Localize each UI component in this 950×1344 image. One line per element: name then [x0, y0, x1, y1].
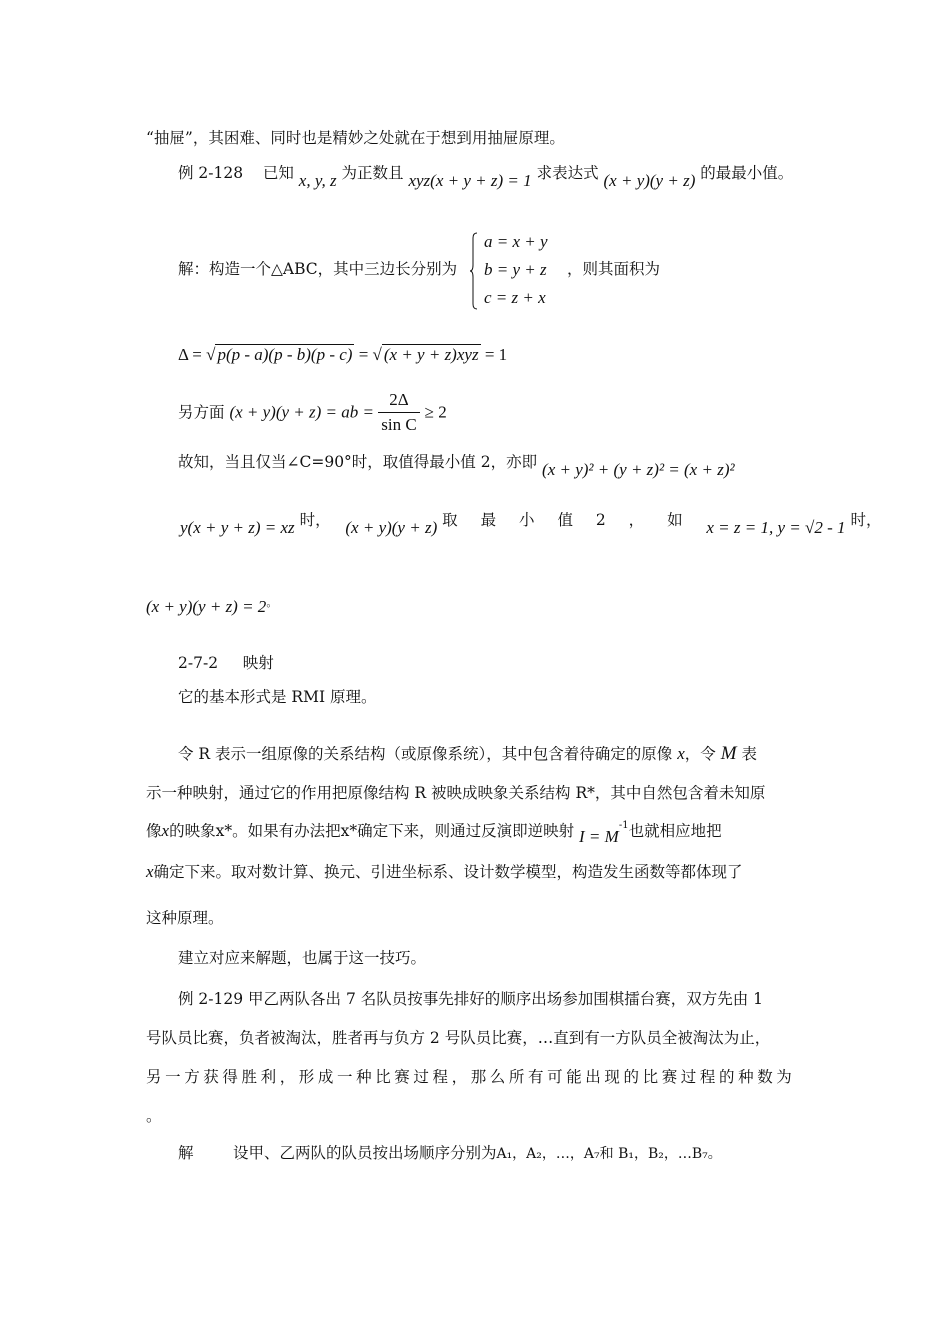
area-formula: Δ = √ p(p - a)(p - b)(p - c) = √ (x + y + z)xyz = 1 [178, 345, 508, 364]
example-129-line-2: 号队员比赛，负者被淘汰，胜者再与负方 2 号队员比赛，…直到有一方队员全被淘汰为止， [146, 1029, 771, 1047]
other-side-formula: 另方面 (x + y)(y + z) = ab = $\frac{2\Delta}{\text{sin C}}$ ≥ 2 [178, 388, 447, 437]
condition-line: y(x + y + z) = xz 时， (x + y)(y + z) 取 最 小 值 2 ， 如 x = z = 1, y = √2 - 1 时， [180, 511, 882, 537]
solution-128-area-intro: ，则其面积为 [567, 260, 661, 278]
section-heading: 2-7-2 映射 [178, 654, 274, 672]
example-129-line-4: 。 [146, 1107, 162, 1125]
case-b: b = y + z [484, 260, 547, 279]
example-128-statement: 例 2-128 已知 x, y, z 为正数且 xyz(x + y + z) = 1 求表达式 (x + y)(y + z) 的最最小值。 [178, 164, 794, 190]
left-brace-icon [470, 232, 478, 310]
conclusion-line: 故知，当且仅当∠C=90°时，取值得最小值 2，亦即 (x + y)² + (y + z)² = (x + z)² [178, 453, 735, 479]
mapping-line-1: 令 R 表示一组原像的关系结构（或原像系统），其中包含着待确定的原像 x，令 M 表 [178, 743, 757, 764]
final-value: (x + y)(y + z) = 2。 [146, 596, 278, 616]
mapping-line-3: 像x的映象x*。如果有办法把x*确定下来，则通过反演即逆映射 $I = M^{-1}$也就相应地把 [146, 820, 722, 846]
correspondence-paragraph: 建立对应来解题，也属于这一技巧。 [178, 949, 427, 967]
fraction: $\frac{2\Delta}{\text{sin C}}$ [378, 388, 419, 437]
mapping-line-4: x确定下来。取对数计算、换元、引进坐标系、设计数学模型，构造发生函数等都体现了 [146, 862, 743, 881]
case-a: a = x + y [484, 232, 548, 251]
example-129-line-1: 例 2-129 甲乙两队各出 7 名队员按事先排好的顺序出场参加围棋擂台赛，双方先由 1 [178, 990, 764, 1008]
case-c: c = z + x [484, 288, 546, 307]
solution-129: 解 设甲、乙两队的队员按出场顺序分别为A₁，A₂，…，A₇和 B₁，B₂，…B₇。 [178, 1144, 722, 1162]
example-129-line-3: 另一方获得胜利，形成一种比赛过程，那么所有可能出现的比赛过程的种数为 [146, 1068, 796, 1086]
mapping-line-2: 示一种映射，通过它的作用把原像结构 R 被映成映象关系结构 R*，其中自然包含着未知原 [146, 784, 766, 802]
rmi-paragraph: 它的基本形式是 RMI 原理。 [178, 688, 377, 706]
mapping-line-5: 这种原理。 [146, 909, 224, 927]
intro-paragraph: “抽屉”，其困难、同时也是精妙之处就在于想到用抽屉原理。 [146, 129, 565, 147]
solution-128-lead: 解：构造一个△ABC，其中三边长分别为 [178, 260, 458, 278]
